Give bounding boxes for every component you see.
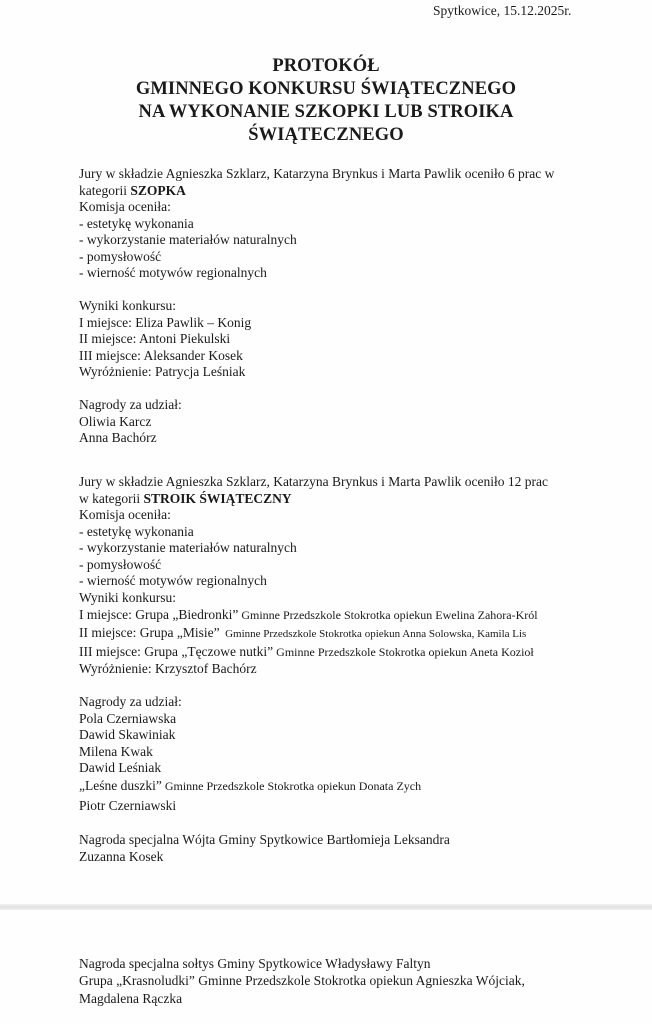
criterion-item: - estetykę wykonania <box>79 523 194 539</box>
criterion-item: - pomysłowość <box>79 248 162 264</box>
result-item: II miejsce: Antoni Piekulski <box>79 331 231 346</box>
jury-statement: Jury w składzie Agnieszka Szklarz, Katarzyna Brynkus i Marta Pawlik oceniło 12 prac <box>79 474 548 489</box>
special-award-title: Nagroda specjalna Wójta Gminy Spytkowice Bartłomieja Leksandra <box>79 832 450 847</box>
special-award-recipient: Zuzanna Kosek <box>79 848 164 864</box>
result-detail: Gminne Przedszkole Stokrotka opiekun Ewelina Zahora-Król <box>238 608 538 622</box>
title-line: NA WYKONANIE SZKOPKI LUB STROIKA <box>138 102 514 122</box>
participant-group <box>79 777 619 795</box>
criterion-item: - wierność motywów regionalnych <box>79 265 267 280</box>
title-line: PROTOKÓŁ <box>272 56 380 76</box>
place-date: Spytkowice, 15.12.2025r. <box>433 3 572 18</box>
participant-item: Dawid Leśniak <box>79 760 162 775</box>
group-name: „Leśne duszki” <box>79 777 162 793</box>
results-heading: Wyniki konkursu: <box>79 298 177 313</box>
jury-statement: Jury w składzie Agnieszka Szklarz, Katarzyna Brynkus i Marta Pawlik oceniło 6 prac w <box>79 166 555 181</box>
section-szopka <box>79 166 619 447</box>
category-name: SZOPKA <box>130 182 186 198</box>
participant-item: Oliwia Karcz <box>79 413 152 429</box>
results-heading: Wyniki konkursu: <box>79 589 177 605</box>
result-item <box>79 624 619 643</box>
result-main: Wyróżnienie: Krzysztof Bachórz <box>79 661 257 676</box>
criterion-item: - wykorzystanie materiałów naturalnych <box>79 232 297 247</box>
document-title <box>0 55 652 147</box>
category-line <box>79 183 619 200</box>
result-item <box>79 661 619 678</box>
participation-heading: Nagrody za udział: <box>79 397 182 412</box>
special-award-title: Nagroda specjalna sołtys Gminy Spytkowice Władysławy Faltyn <box>79 956 431 971</box>
participant-item: Piotr Czerniawski <box>79 797 177 813</box>
group-detail: Gminne Przedszkole Stokrotka opiekun Donata Zych <box>161 778 422 793</box>
result-detail: Gminne Przedszkole Stokrotka opiekun Anna Solowska, Kamila Lis <box>219 628 527 640</box>
category-line <box>79 491 619 508</box>
criteria-heading: Komisja oceniła: <box>79 507 171 522</box>
participation-heading: Nagrody za udział: <box>79 694 182 709</box>
criterion-item: - wierność motywów regionalnych <box>79 573 267 588</box>
result-item: Wyróżnienie: Patrycja Leśniak <box>79 364 246 379</box>
criterion-item: - estetykę wykonania <box>79 215 194 231</box>
result-item: I miejsce: Eliza Pawlik – Konig <box>79 314 252 330</box>
result-main: III miejsce: Grupa „Tęczowe nutki” <box>79 644 274 659</box>
special-award-soltys <box>79 956 619 1008</box>
participant-item: Pola Czerniawska <box>79 710 177 726</box>
criterion-item: - pomysłowość <box>79 556 162 572</box>
criteria-heading: Komisja oceniła: <box>79 199 171 214</box>
result-detail: Gminne Przedszkole Stokrotka opiekun Aneta Kozioł <box>273 645 534 659</box>
title-line: ŚWIĄTECZNEGO <box>248 125 404 145</box>
result-item <box>79 606 619 624</box>
category-name: STROIK ŚWIĄTECZNY <box>143 490 292 506</box>
category-prefix: w kategorii <box>79 490 144 506</box>
result-main: I miejsce: Grupa „Biedronki” <box>79 607 239 622</box>
participant-item: Anna Bachórz <box>79 430 157 445</box>
participant-item: Milena Kwak <box>79 743 153 759</box>
criterion-item: - wykorzystanie materiałów naturalnych <box>79 540 297 555</box>
participant-item: Dawid Skawiniak <box>79 727 176 742</box>
section-stroik <box>79 474 619 814</box>
result-item: III miejsce: Aleksander Kosek <box>79 347 243 363</box>
title-line: GMINNEGO KONKURSU ŚWIĄTECZNEGO <box>135 79 517 99</box>
special-award-wojt <box>79 832 619 865</box>
result-item <box>79 643 619 661</box>
special-award-recipient: Magdalena Rączka <box>79 991 183 1006</box>
document-page-2 <box>0 910 652 1024</box>
category-prefix: kategorii <box>79 182 131 198</box>
special-award-recipient: Grupa „Krasnoludki” Gminne Przedszkole Stokrotka opiekun Agnieszka Wójciak, <box>79 972 525 988</box>
result-main: II miejsce: Grupa „Misie” <box>79 625 220 640</box>
